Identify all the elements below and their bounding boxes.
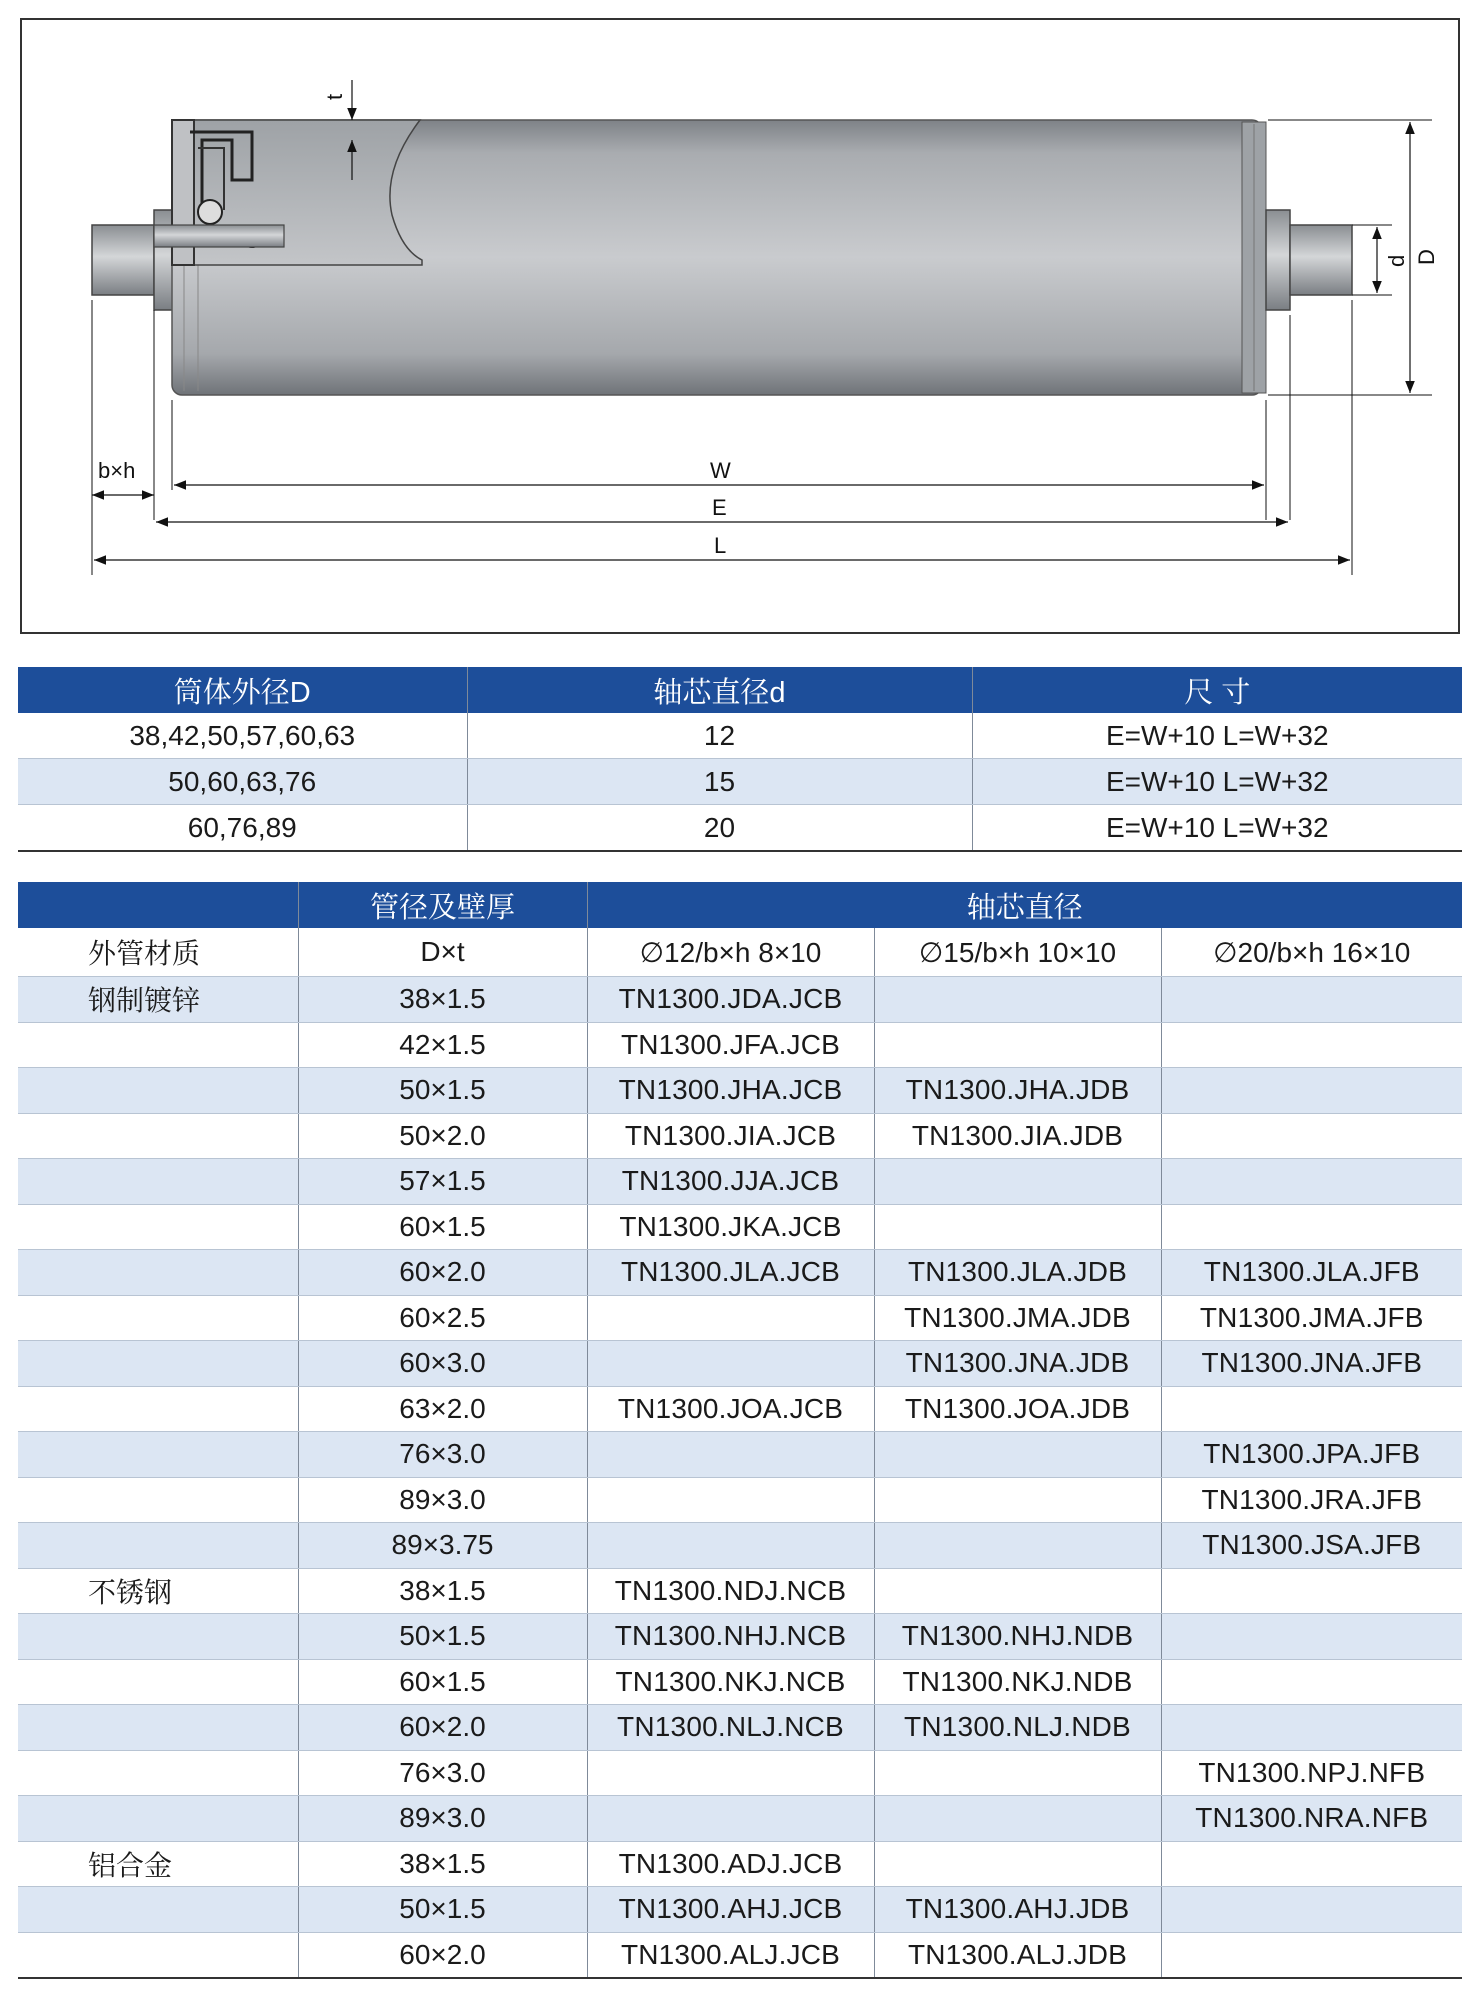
spec-cell: 50,60,63,76 [18, 759, 467, 805]
code-cell-12: TN1300.NLJ.NCB [587, 1705, 874, 1751]
header-shaft-diameter: 轴芯直径d [467, 667, 972, 713]
material-cell [18, 1295, 298, 1341]
header-shaft-15: ∅15/b×h 10×10 [874, 928, 1161, 977]
table-row [18, 1932, 1462, 1978]
code-cell-15: TN1300.ALJ.JDB [874, 1932, 1161, 1978]
dimension-spec-table [18, 667, 1462, 852]
code-cell-15 [874, 1432, 1161, 1478]
code-cell-20 [1161, 1022, 1462, 1068]
material-cell [18, 1477, 298, 1523]
size-cell: 60×2.5 [298, 1295, 587, 1341]
size-cell: 50×2.0 [298, 1113, 587, 1159]
material-cell [18, 1341, 298, 1387]
table-row [18, 1386, 1462, 1432]
table-row [18, 1113, 1462, 1159]
code-cell-20 [1161, 1659, 1462, 1705]
code-cell-12: TN1300.ADJ.JCB [587, 1841, 874, 1887]
header-tube-and-wall: 管径及壁厚 [298, 882, 587, 928]
code-cell-20 [1161, 1568, 1462, 1614]
code-cell-12 [587, 1523, 874, 1569]
material-cell [18, 1659, 298, 1705]
header-blank [18, 882, 298, 928]
material-cell [18, 1068, 298, 1114]
parts-table-body [18, 977, 1462, 1979]
size-cell: 60×2.0 [298, 1932, 587, 1978]
code-cell-12: TN1300.JLA.JCB [587, 1250, 874, 1296]
code-cell-20 [1161, 1204, 1462, 1250]
size-cell: 42×1.5 [298, 1022, 587, 1068]
table-row [18, 1568, 1462, 1614]
spec-row [18, 759, 1462, 805]
E-label: E [712, 495, 727, 520]
table-row [18, 1477, 1462, 1523]
code-cell-15 [874, 1159, 1161, 1205]
spec-cell: 15 [467, 759, 972, 805]
code-cell-15 [874, 977, 1161, 1023]
table-row [18, 1432, 1462, 1478]
code-cell-20: TN1300.JLA.JFB [1161, 1250, 1462, 1296]
part-number-table [18, 882, 1462, 1979]
header-dxt: D×t [298, 928, 587, 977]
code-cell-12 [587, 1796, 874, 1842]
size-cell: 89×3.0 [298, 1477, 587, 1523]
table-row [18, 1295, 1462, 1341]
code-cell-12: TN1300.NDJ.NCB [587, 1568, 874, 1614]
code-cell-12: TN1300.JOA.JCB [587, 1386, 874, 1432]
code-cell-15 [874, 1022, 1161, 1068]
size-cell: 57×1.5 [298, 1159, 587, 1205]
material-cell [18, 1386, 298, 1432]
code-cell-20: TN1300.JPA.JFB [1161, 1432, 1462, 1478]
size-cell: 50×1.5 [298, 1068, 587, 1114]
code-cell-12 [587, 1341, 874, 1387]
size-cell: 60×3.0 [298, 1341, 587, 1387]
spec-row [18, 713, 1462, 759]
size-cell: 76×3.0 [298, 1432, 587, 1478]
code-cell-15 [874, 1204, 1161, 1250]
size-cell: 38×1.5 [298, 1841, 587, 1887]
material-cell [18, 1705, 298, 1751]
table-row [18, 1841, 1462, 1887]
code-cell-12 [587, 1477, 874, 1523]
table-row [18, 1705, 1462, 1751]
code-cell-15 [874, 1568, 1161, 1614]
spec-cell: 38,42,50,57,60,63 [18, 713, 467, 759]
size-cell: 60×2.0 [298, 1250, 587, 1296]
material-cell [18, 1932, 298, 1978]
table-row [18, 1204, 1462, 1250]
spec-cell: 20 [467, 805, 972, 852]
table-row [18, 1068, 1462, 1114]
code-cell-20 [1161, 1113, 1462, 1159]
table-row [18, 1887, 1462, 1933]
material-cell [18, 1750, 298, 1796]
code-cell-20 [1161, 1386, 1462, 1432]
code-cell-15 [874, 1523, 1161, 1569]
code-cell-15: TN1300.JOA.JDB [874, 1386, 1161, 1432]
code-cell-20 [1161, 1159, 1462, 1205]
code-cell-15: TN1300.JLA.JDB [874, 1250, 1161, 1296]
header-tube-diameter: 筒体外径D [18, 667, 467, 713]
code-cell-12 [587, 1432, 874, 1478]
table-row [18, 1022, 1462, 1068]
table-row [18, 1659, 1462, 1705]
d-label: d [1384, 254, 1409, 267]
spec-header-row [18, 667, 1462, 713]
code-cell-12: TN1300.NKJ.NCB [587, 1659, 874, 1705]
table-row [18, 1523, 1462, 1569]
spec-row [18, 805, 1462, 852]
size-cell: 89×3.0 [298, 1796, 587, 1842]
cutaway-section [154, 120, 422, 265]
code-cell-12: TN1300.JDA.JCB [587, 977, 874, 1023]
spec-cell: 12 [467, 713, 972, 759]
code-cell-20 [1161, 1068, 1462, 1114]
code-cell-12: TN1300.JKA.JCB [587, 1204, 874, 1250]
code-cell-15: TN1300.JNA.JDB [874, 1341, 1161, 1387]
size-cell: 50×1.5 [298, 1887, 587, 1933]
code-cell-20 [1161, 1841, 1462, 1887]
material-cell [18, 1887, 298, 1933]
table-row [18, 1250, 1462, 1296]
code-cell-12 [587, 1295, 874, 1341]
code-cell-15: TN1300.JHA.JDB [874, 1068, 1161, 1114]
code-cell-20 [1161, 1887, 1462, 1933]
code-cell-20: TN1300.JNA.JFB [1161, 1341, 1462, 1387]
table-row [18, 1159, 1462, 1205]
table-row [18, 1796, 1462, 1842]
code-cell-15 [874, 1750, 1161, 1796]
code-cell-12: TN1300.ALJ.JCB [587, 1932, 874, 1978]
code-cell-20 [1161, 1932, 1462, 1978]
size-cell: 63×2.0 [298, 1386, 587, 1432]
code-cell-15: TN1300.NKJ.NDB [874, 1659, 1161, 1705]
t-label: t [322, 93, 347, 100]
code-cell-20: TN1300.JMA.JFB [1161, 1295, 1462, 1341]
header-shaft-12: ∅12/b×h 8×10 [587, 928, 874, 977]
code-cell-12: TN1300.AHJ.JCB [587, 1887, 874, 1933]
code-cell-15: TN1300.JIA.JDB [874, 1113, 1161, 1159]
code-cell-15: TN1300.AHJ.JDB [874, 1887, 1161, 1933]
D-label: D [1414, 249, 1439, 265]
size-cell: 60×1.5 [298, 1659, 587, 1705]
size-cell: 38×1.5 [298, 1568, 587, 1614]
code-cell-20 [1161, 1614, 1462, 1660]
material-cell [18, 1523, 298, 1569]
parts-group-header-row [18, 882, 1462, 928]
L-label: L [714, 533, 727, 558]
code-cell-20 [1161, 977, 1462, 1023]
size-cell: 60×1.5 [298, 1204, 587, 1250]
size-cell: 89×3.75 [298, 1523, 587, 1569]
material-cell [18, 1113, 298, 1159]
bxh-label: b×h [98, 458, 136, 483]
code-cell-20: TN1300.JRA.JFB [1161, 1477, 1462, 1523]
code-cell-12: TN1300.JFA.JCB [587, 1022, 874, 1068]
material-cell [18, 1159, 298, 1205]
material-cell [18, 1614, 298, 1660]
table-row [18, 1750, 1462, 1796]
code-cell-12 [587, 1750, 874, 1796]
code-cell-20: TN1300.NRA.NFB [1161, 1796, 1462, 1842]
material-cell: 钢制镀锌 [18, 977, 298, 1023]
length-dimensions [94, 458, 1350, 560]
size-cell: 60×2.0 [298, 1705, 587, 1751]
spec-cell: E=W+10 L=W+32 [972, 759, 1462, 805]
spec-cell: E=W+10 L=W+32 [972, 805, 1462, 852]
code-cell-15 [874, 1841, 1161, 1887]
material-cell [18, 1022, 298, 1068]
material-cell: 不锈钢 [18, 1568, 298, 1614]
table-row [18, 977, 1462, 1023]
spec-cell: 60,76,89 [18, 805, 467, 852]
right-shaft [1266, 210, 1352, 310]
bxh-dimension [92, 458, 154, 495]
roller-diagram [22, 20, 1462, 636]
parts-sub-header-row [18, 928, 1462, 977]
code-cell-15 [874, 1477, 1161, 1523]
W-label: W [710, 458, 731, 483]
header-shaft-diameter-group: 轴芯直径 [587, 882, 1462, 928]
code-cell-12: TN1300.NHJ.NCB [587, 1614, 874, 1660]
material-cell [18, 1250, 298, 1296]
size-cell: 76×3.0 [298, 1750, 587, 1796]
roller-drawing [20, 18, 1460, 634]
header-shaft-20: ∅20/b×h 16×10 [1161, 928, 1462, 977]
header-material: 外管材质 [18, 928, 298, 977]
size-cell: 50×1.5 [298, 1614, 587, 1660]
material-cell [18, 1204, 298, 1250]
table-row [18, 1341, 1462, 1387]
spec-cell: E=W+10 L=W+32 [972, 713, 1462, 759]
material-cell [18, 1796, 298, 1842]
code-cell-12: TN1300.JJA.JCB [587, 1159, 874, 1205]
header-dimensions: 尺 寸 [972, 667, 1462, 713]
size-cell: 38×1.5 [298, 977, 587, 1023]
code-cell-12: TN1300.JIA.JCB [587, 1113, 874, 1159]
code-cell-15: TN1300.NHJ.NDB [874, 1614, 1161, 1660]
code-cell-15: TN1300.JMA.JDB [874, 1295, 1161, 1341]
material-cell [18, 1432, 298, 1478]
code-cell-20: TN1300.JSA.JFB [1161, 1523, 1462, 1569]
table-row [18, 1614, 1462, 1660]
code-cell-12: TN1300.JHA.JCB [587, 1068, 874, 1114]
code-cell-20: TN1300.NPJ.NFB [1161, 1750, 1462, 1796]
code-cell-20 [1161, 1705, 1462, 1751]
material-cell: 铝合金 [18, 1841, 298, 1887]
code-cell-15: TN1300.NLJ.NDB [874, 1705, 1161, 1751]
code-cell-15 [874, 1796, 1161, 1842]
